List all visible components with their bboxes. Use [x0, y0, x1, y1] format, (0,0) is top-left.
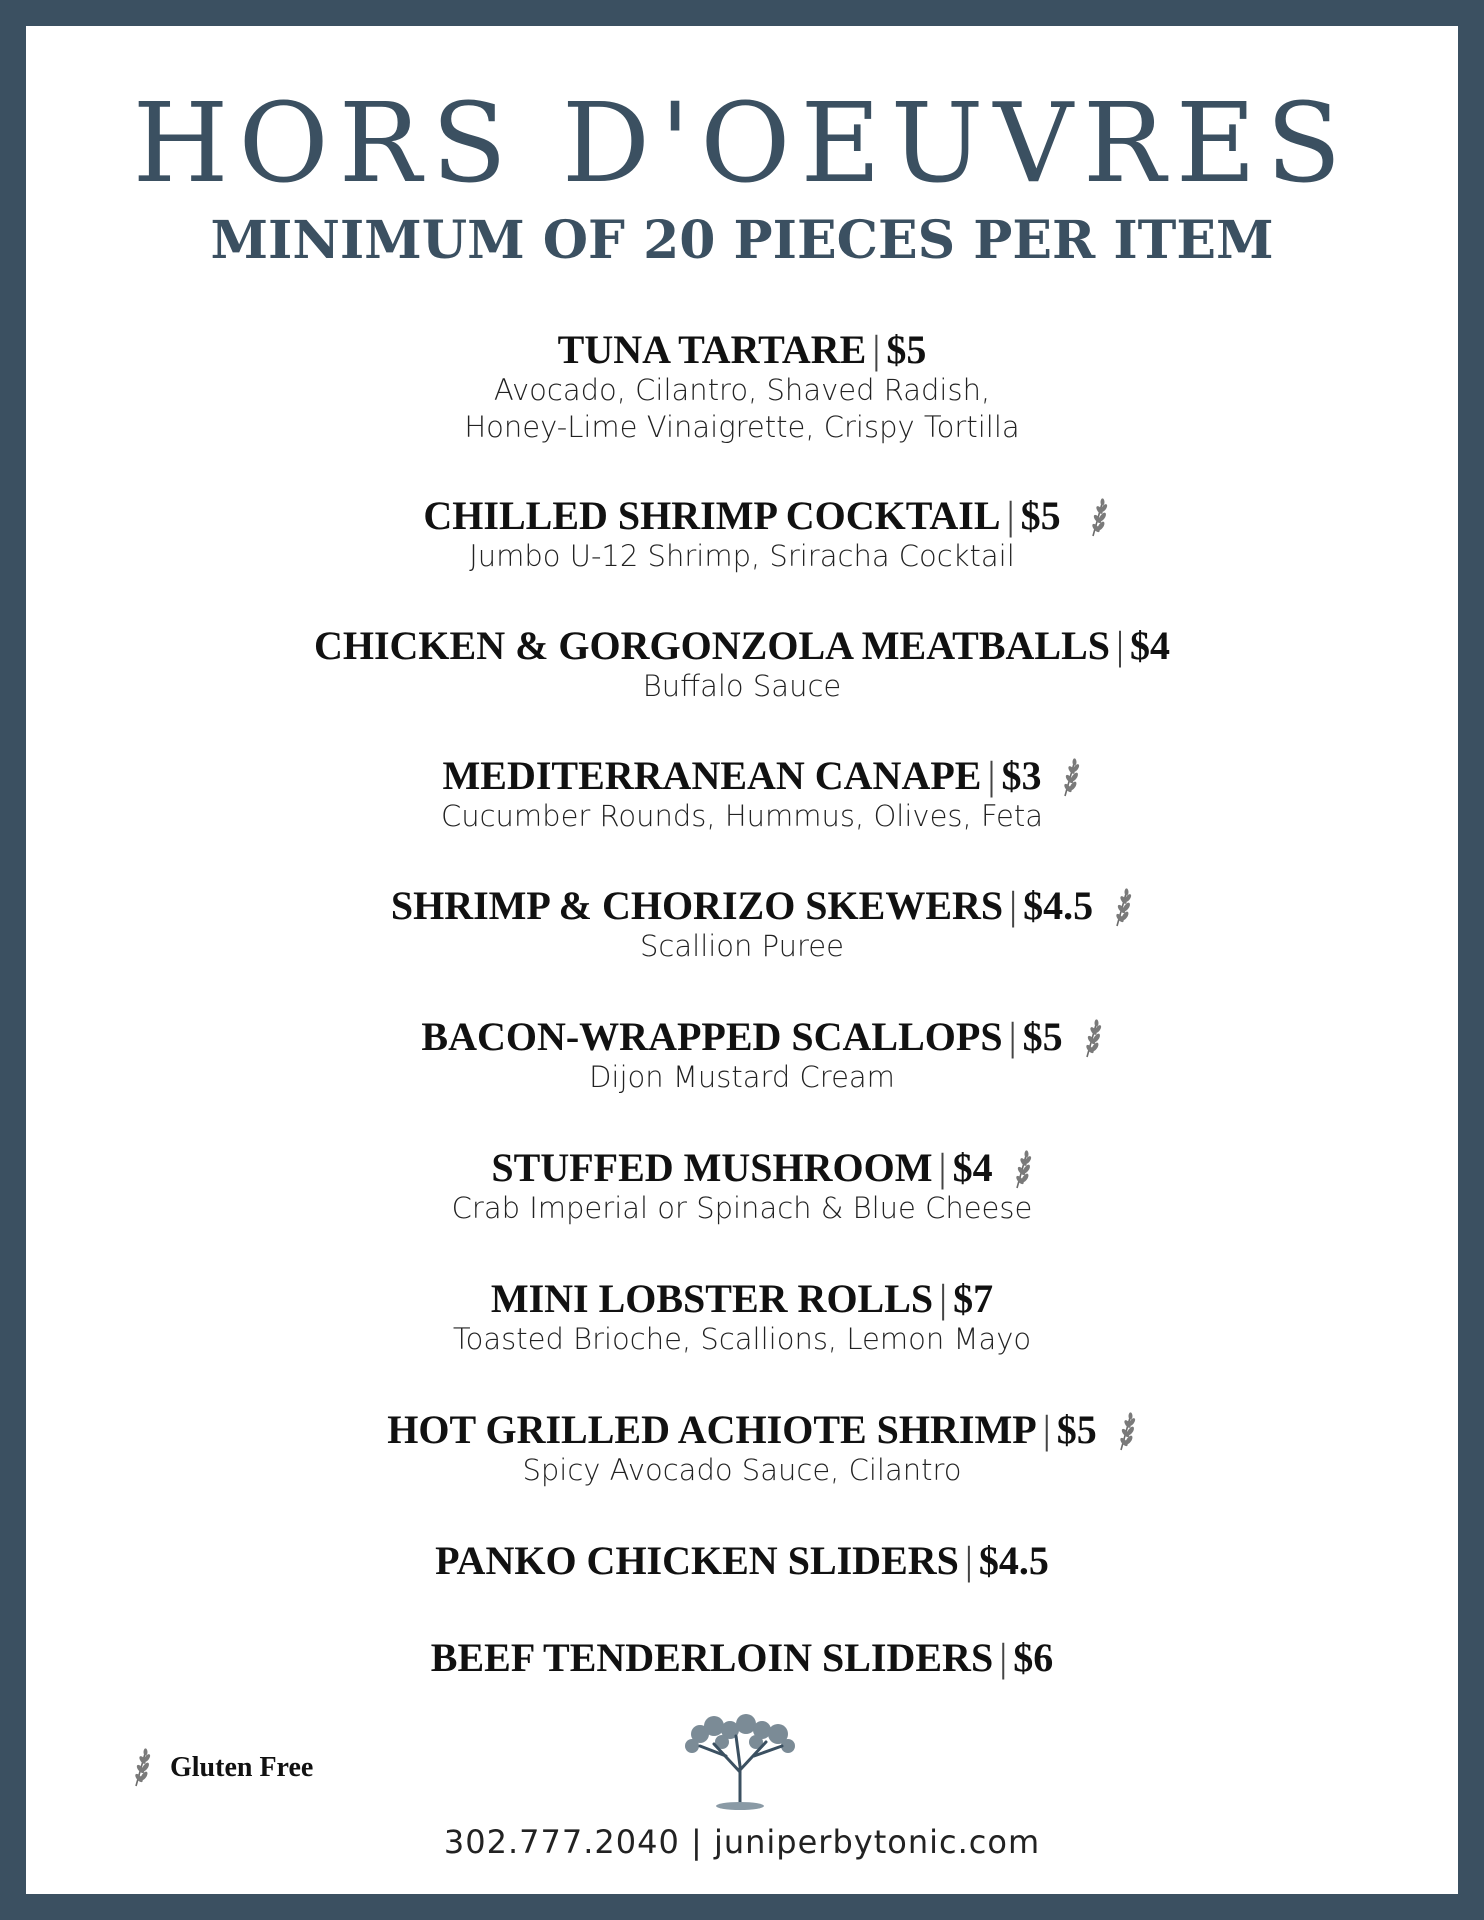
menu-item-name: CHILLED SHRIMP COCKTAIL — [423, 493, 1001, 538]
menu-item-description: Cucumber Rounds, Hummus, Olives, Feta — [440, 799, 1044, 833]
gluten-free-leaf-icon — [1111, 888, 1133, 928]
menu-item-title: STUFFED MUSHROOM | $4 — [491, 1146, 992, 1190]
menu-item-name: STUFFED MUSHROOM — [491, 1145, 933, 1190]
menu-item-price: $4.5 — [1023, 883, 1094, 928]
menu-item — [0, 624, 1484, 705]
menu-item-price: $5 — [1056, 1407, 1097, 1452]
gluten-free-leaf-icon — [1115, 1412, 1137, 1452]
gluten-free-legend — [130, 1748, 313, 1788]
menu-item-name: BACON-WRAPPED SCALLOPS — [421, 1014, 1003, 1059]
gluten-free-leaf-icon — [1059, 758, 1081, 798]
gluten-free-leaf-icon — [1011, 1150, 1033, 1190]
menu-item-description: Crab Imperial or Spinach & Blue Cheese — [451, 1191, 1033, 1225]
menu-item-name: MINI LOBSTER ROLLS — [490, 1276, 934, 1321]
menu-item-price: $4.5 — [978, 1538, 1049, 1583]
menu-item — [0, 1146, 1484, 1227]
menu-item — [0, 328, 1484, 446]
menu-item-description: Spicy Avocado Sauce, Cilantro — [522, 1453, 962, 1487]
menu-item-price: $3 — [1001, 753, 1042, 798]
menu-item-title: BACON-WRAPPED SCALLOPS | $5 — [421, 1015, 1062, 1059]
menu-item — [0, 884, 1484, 965]
menu-item-price: $4 — [952, 1145, 993, 1190]
menu-item-title: CHILLED SHRIMP COCKTAIL | $5 — [423, 494, 1060, 538]
legend-label: Gluten Free — [170, 1752, 314, 1783]
menu-item — [0, 1408, 1484, 1489]
footer-contact: 302.777.2040 | juniperbytonic.com — [443, 1823, 1041, 1861]
menu-item — [0, 494, 1484, 575]
menu-item-name: BEEF TENDERLOIN SLIDERS — [430, 1635, 994, 1680]
menu-item-name: PANKO CHICKEN SLIDERS — [435, 1538, 959, 1583]
menu-item-description: Jumbo U-12 Shrimp, Sriracha Cocktail — [469, 539, 1015, 573]
page-title: HORS D'OEUVRES — [132, 79, 1352, 207]
tree-logo-icon — [670, 1712, 810, 1812]
menu-item-title: MEDITERRANEAN CANAPE | $3 — [443, 754, 1042, 798]
menu-item-description: Scallion Puree — [640, 929, 844, 963]
menu-item-price: $5 — [886, 327, 927, 372]
menu-item-price: $5 — [1022, 1014, 1063, 1059]
menu-item-price: $7 — [953, 1276, 994, 1321]
page-subtitle: MINIMUM OF 20 PIECES PER ITEM — [210, 210, 1274, 271]
menu-item-description: Avocado, Cilantro, Shaved Radish, Honey-Lime Vinaigrette, Crispy Tortilla — [464, 373, 1020, 444]
gluten-free-leaf-icon — [1081, 1019, 1103, 1059]
menu-item-title: CHICKEN & GORGONZOLA MEATBALLS | $4 — [313, 623, 1171, 668]
menu-item-name: CHICKEN & GORGONZOLA MEATBALLS — [313, 623, 1111, 668]
menu-item-title: HOT GRILLED ACHIOTE SHRIMP | $5 — [387, 1408, 1096, 1452]
menu-item-description: Buffalo Sauce — [642, 669, 842, 703]
menu-item — [0, 1539, 1484, 1583]
menu-item-name: HOT GRILLED ACHIOTE SHRIMP — [387, 1407, 1037, 1452]
menu-item-title: PANKO CHICKEN SLIDERS | $4.5 — [435, 1538, 1049, 1583]
menu-item — [0, 1636, 1484, 1680]
menu-item-description: Dijon Mustard Cream — [589, 1060, 895, 1094]
menu-item-name: SHRIMP & CHORIZO SKEWERS — [390, 883, 1004, 928]
menu-item-price: $6 — [1013, 1635, 1054, 1680]
menu-item — [0, 1277, 1484, 1358]
menu-item-title: TUNA TARTARE | $5 — [557, 327, 927, 372]
gluten-free-leaf-icon — [1087, 498, 1109, 538]
wheat-leaf-icon — [130, 1748, 152, 1788]
menu-item-title: MINI LOBSTER ROLLS | $7 — [490, 1276, 994, 1321]
menu-item — [0, 754, 1484, 835]
menu-item-title: BEEF TENDERLOIN SLIDERS | $6 — [430, 1635, 1054, 1680]
menu-item-name: MEDITERRANEAN CANAPE — [442, 753, 982, 798]
menu-item-title: SHRIMP & CHORIZO SKEWERS | $4.5 — [391, 884, 1093, 928]
menu-item-name: TUNA TARTARE — [557, 327, 867, 372]
menu-item-price: $5 — [1020, 493, 1061, 538]
menu-item-price: $4 — [1130, 623, 1171, 668]
menu-item-description: Toasted Brioche, Scallions, Lemon Mayo — [452, 1322, 1032, 1356]
menu-item — [0, 1015, 1484, 1096]
